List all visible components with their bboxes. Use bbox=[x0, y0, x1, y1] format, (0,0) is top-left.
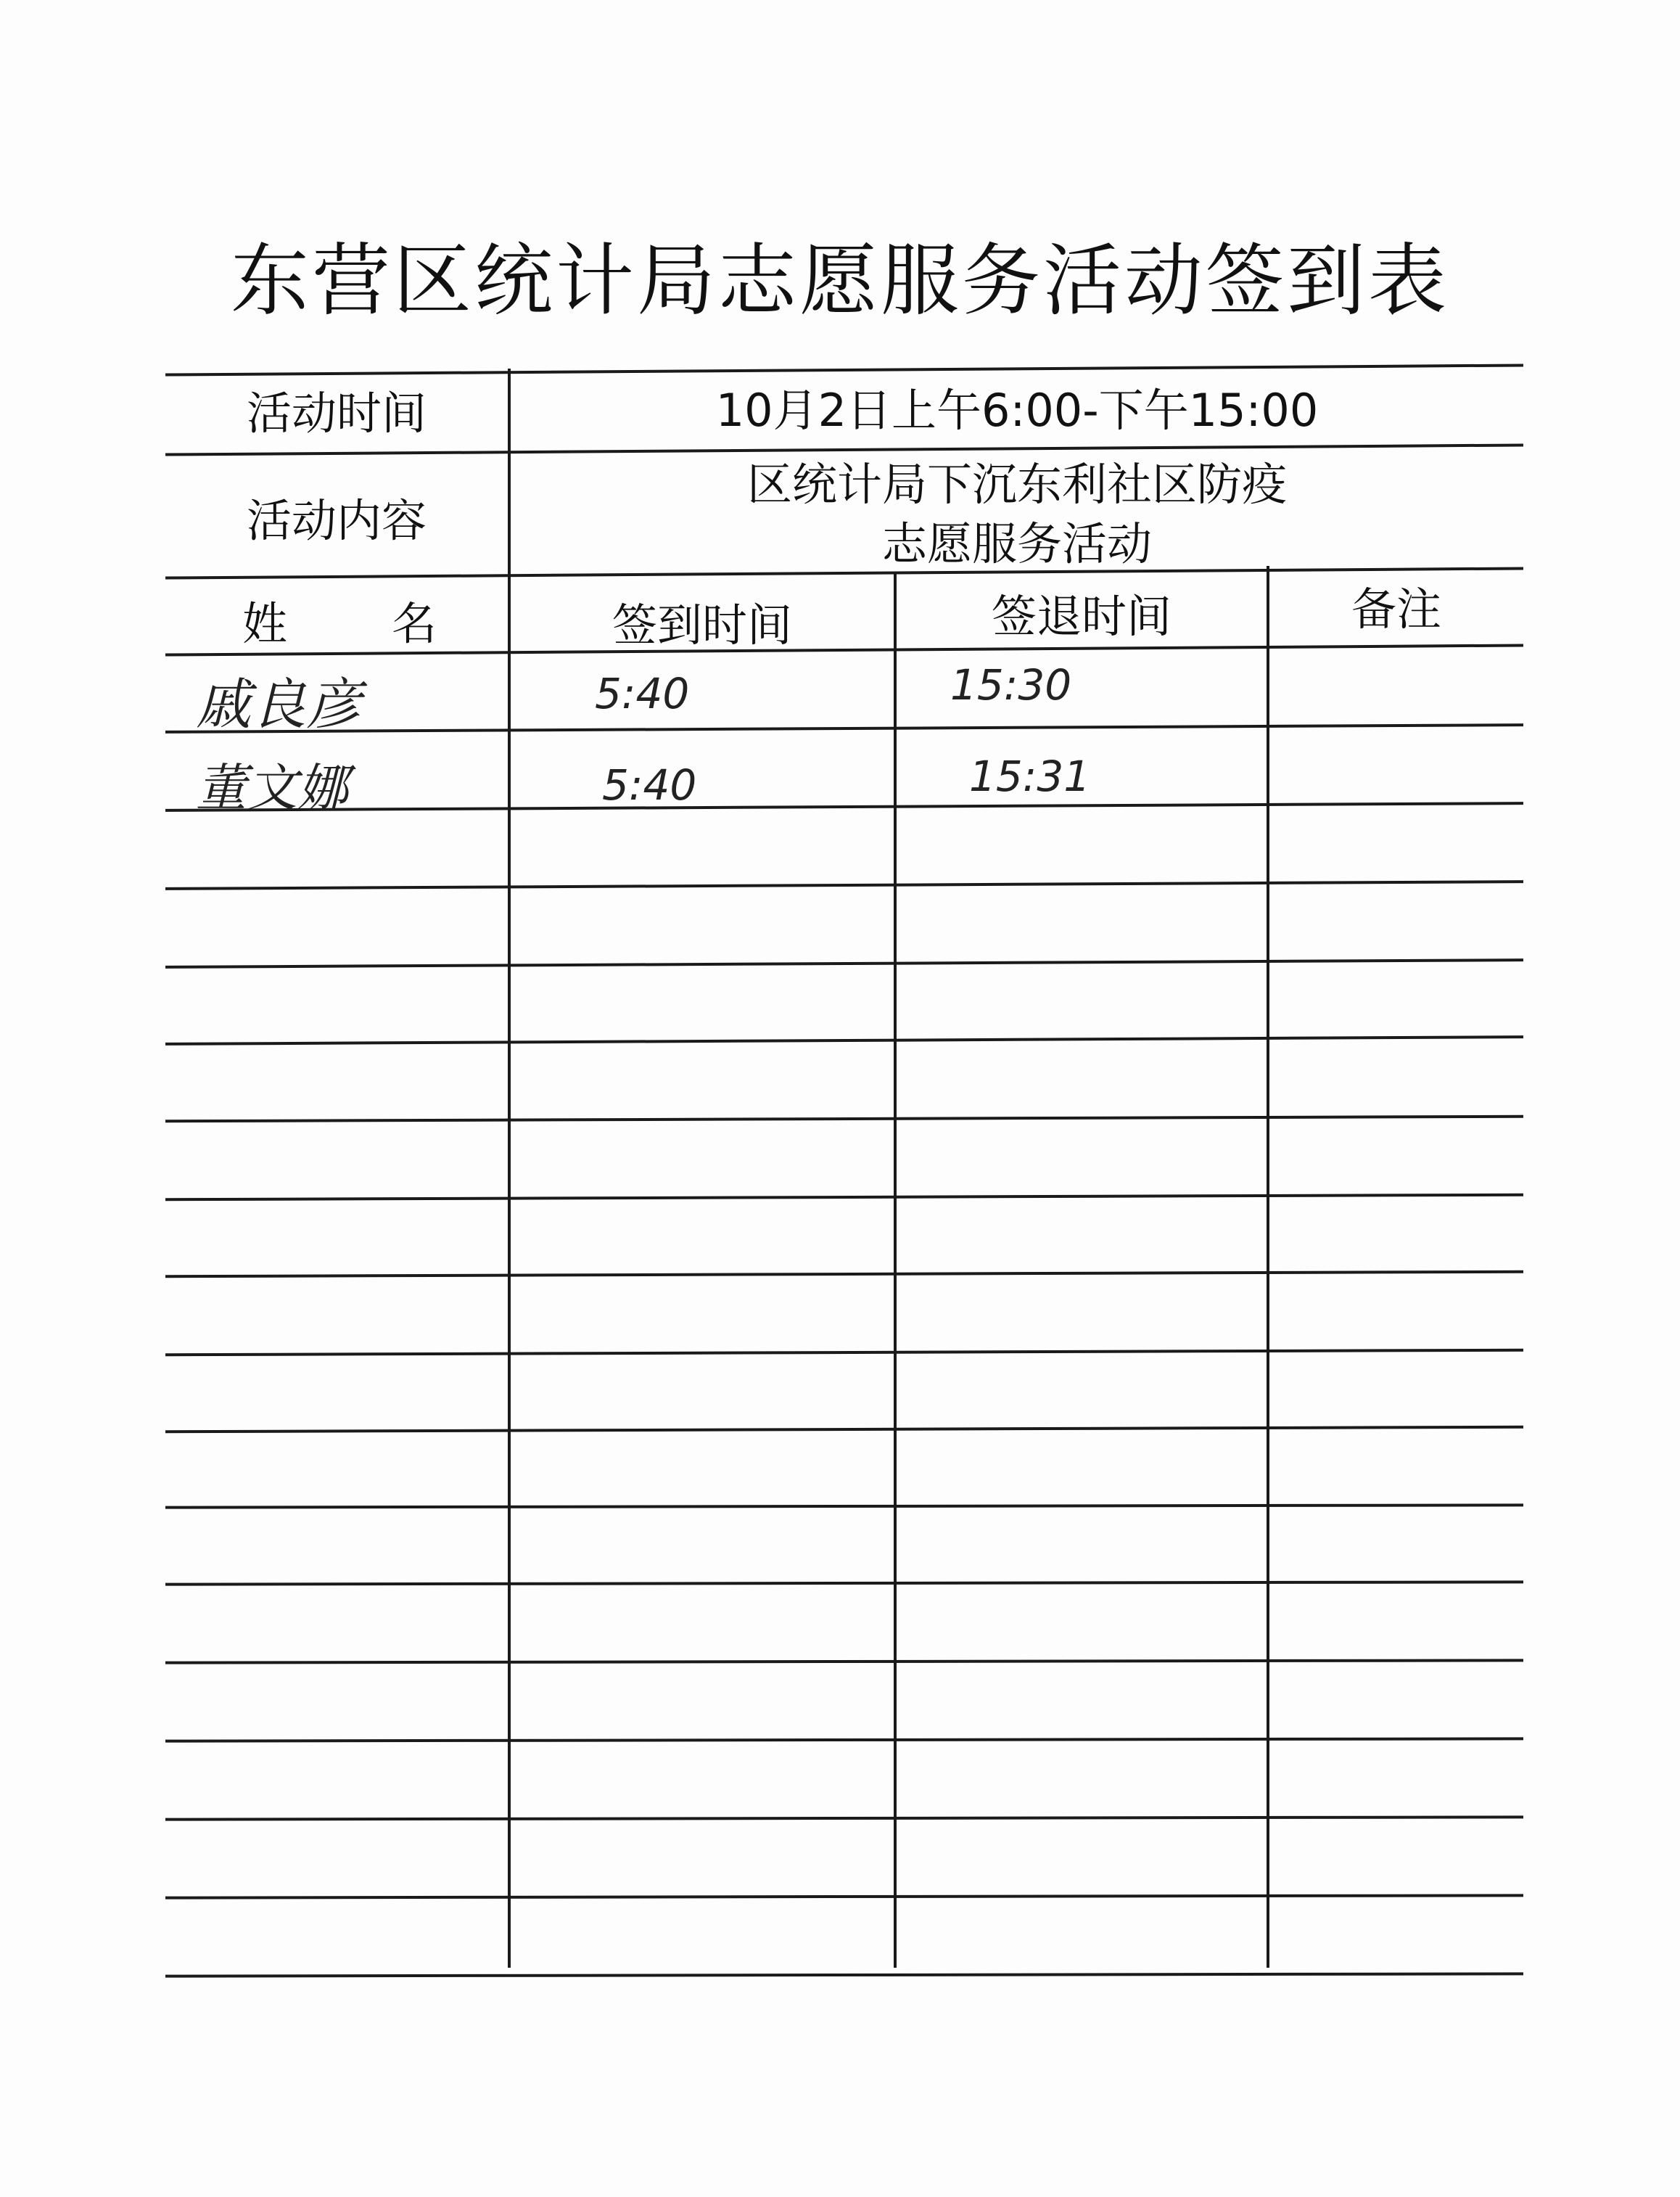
row-divider bbox=[165, 958, 1523, 969]
row-divider bbox=[165, 723, 1523, 734]
table-row-1-checkout: 15:30 bbox=[950, 660, 1072, 710]
table-row-1-checkin: 5:40 bbox=[595, 669, 690, 718]
column-header-checkin: 签到时间 bbox=[612, 599, 792, 652]
table-row-2-name: 董文娜 bbox=[196, 758, 348, 818]
column-header-name-char2: 名 bbox=[392, 597, 437, 650]
row-divider bbox=[165, 1972, 1523, 1977]
column-header-checkout: 签退时间 bbox=[991, 590, 1172, 643]
column-divider bbox=[1267, 566, 1269, 1968]
column-header-name-char1: 姓 bbox=[242, 597, 288, 650]
activity-time-label: 活动时间 bbox=[246, 387, 427, 440]
row-divider bbox=[165, 802, 1523, 812]
activity-content-line1: 区统计局下沉东利社区防疫 bbox=[746, 458, 1287, 511]
row-divider bbox=[165, 880, 1523, 890]
page-title: 东营区统计局志愿服务活动签到表 bbox=[230, 236, 1449, 327]
table-row-1-name: 戚良彦 bbox=[196, 672, 361, 736]
column-header-remark: 备注 bbox=[1351, 583, 1441, 636]
row-divider bbox=[165, 1659, 1523, 1664]
table-row-2-checkin: 5:40 bbox=[602, 760, 697, 810]
column-divider bbox=[894, 573, 897, 1968]
row-divider bbox=[165, 1194, 1523, 1202]
row-divider bbox=[165, 1426, 1523, 1434]
row-divider bbox=[165, 1815, 1523, 1820]
row-divider bbox=[165, 1270, 1523, 1278]
row-divider bbox=[165, 1503, 1523, 1508]
row-divider bbox=[165, 1115, 1523, 1123]
row-divider bbox=[165, 1580, 1523, 1585]
row-divider bbox=[165, 1035, 1523, 1046]
activity-content-line2: 志愿服务活动 bbox=[881, 517, 1152, 570]
activity-time-value: 10月2日上午6:00-下午15:00 bbox=[715, 384, 1319, 437]
row-divider bbox=[165, 1894, 1523, 1899]
activity-content-label: 活动内容 bbox=[246, 494, 427, 547]
row-divider bbox=[165, 1737, 1523, 1742]
table-row-2-checkout: 15:31 bbox=[969, 752, 1091, 801]
row-divider bbox=[165, 1349, 1523, 1357]
